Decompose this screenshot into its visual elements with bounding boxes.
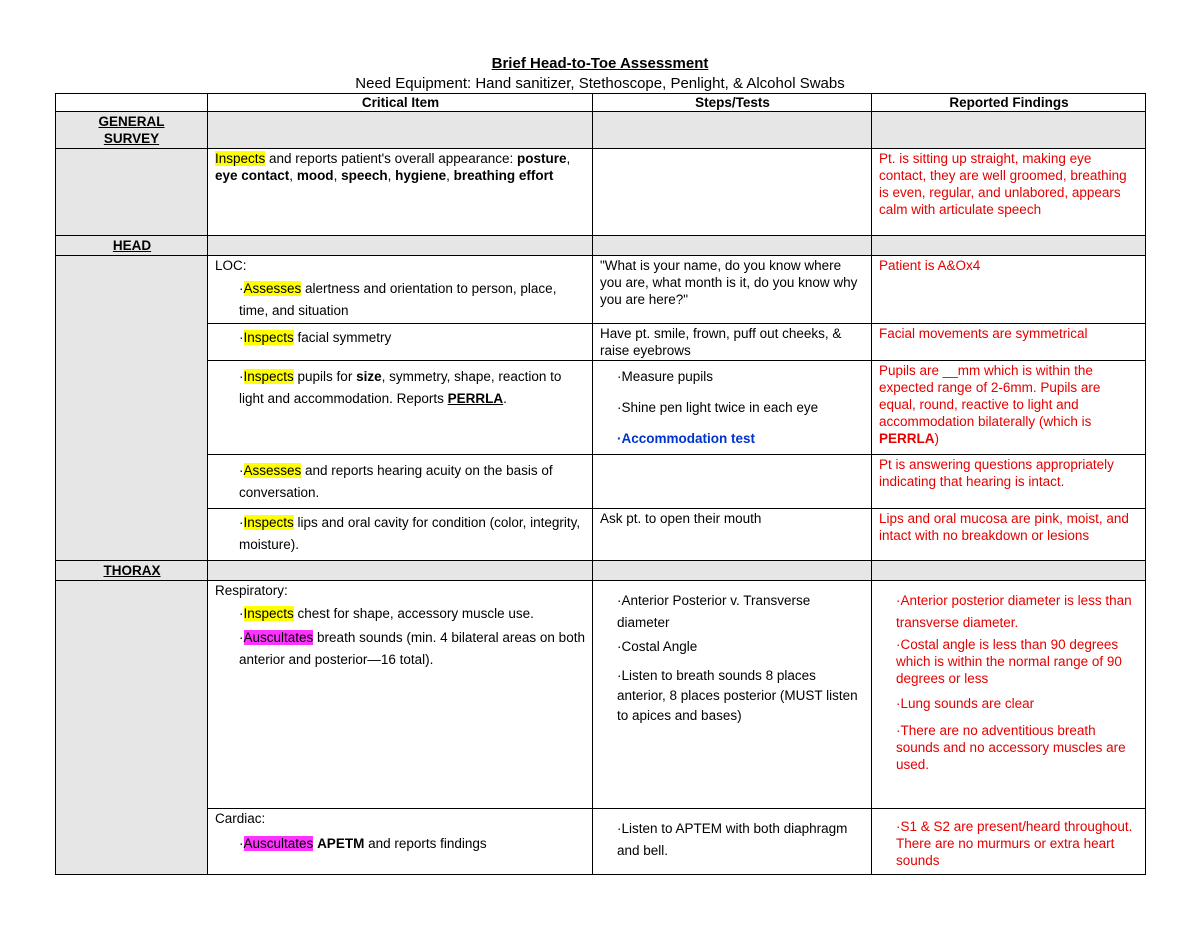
findings-cell: Lips and oral mucosa are pink, moist, and intact with no breakdown or lesions [872,509,1146,561]
highlighted-verb: Assesses [243,281,302,296]
list-item: · Listen to APTEM with both diaphragm and bell. [600,818,865,862]
assessment-table [55,93,1146,875]
header-reported-findings: Reported Findings [872,94,1146,112]
table-row [56,509,1146,561]
highlighted-verb: Inspects [243,515,294,530]
equipment-line: Need Equipment: Hand sanitizer, Stethoscope, Penlight, & Alcohol Swabs [355,75,845,92]
list-item: · Measure pupils [600,368,865,385]
subsection-title: Cardiac: [215,811,266,826]
subsection-title: Respiratory: [215,583,288,598]
highlighted-verb: Inspects [243,330,294,345]
section-blank-cell [593,561,872,581]
table-header-row [56,94,1146,112]
findings-cell: Pt is answering questions appropriately indicating that hearing is intact. [872,455,1146,509]
findings-cell: Facial movements are symmetrical [872,324,1146,361]
category-cell [56,149,208,236]
header-critical-item: Critical Item [208,94,593,112]
steps-cell [593,455,872,509]
list-item: · Listen to breath sounds 8 places anterior, 8 places posterior (MUST listen to apices and bases) [600,666,865,726]
subsection-title: LOC: [215,258,247,273]
category-cell [56,581,208,875]
section-label: GENERAL SURVEY [56,112,208,149]
list-item: · There are no adventitious breath sounds and no accessory muscles are used. [879,722,1139,773]
table-row [56,455,1146,509]
findings-cell: Pt. is sitting up straight, making eye contact, they are well groomed, breathing is even, regular, and unlabored, appears calm with articulate speech [872,149,1146,236]
section-blank-cell [872,112,1146,149]
critical-item-cell: Cardiac: · Auscultates APETM and reports findings [208,809,593,875]
category-cell [56,256,208,561]
steps-cell [593,149,872,236]
list-item: · Costal angle is less than 90 degrees which is within the normal range of 90 degrees or less [879,636,1139,687]
critical-item-cell: LOC: · Assesses alertness and orientation to person, place, time, and situation [208,256,593,324]
critical-item-cell: Inspects and reports patient's overall appearance: posture, eye contact, mood, speech, hygiene, breathing effort [208,149,593,236]
findings-cell: Pupils are __mm which is within the expected range of 2-6mm. Pupils are equal, round, reactive to light and accommodation bilaterally (which is PERRLA) [872,361,1146,455]
steps-cell [593,809,872,875]
table-row [56,149,1146,236]
header-cell-blank [56,94,208,112]
table-row [56,809,1146,875]
list-item: · Anterior posterior diameter is less than transverse diameter. [879,590,1139,634]
section-row-head [56,236,1146,256]
section-label: THORAX [56,561,208,581]
header-steps-tests: Steps/Tests [593,94,872,112]
critical-item-cell: · Inspects pupils for size, symmetry, shape, reaction to light and accommodation. Reports PERRLA. [208,361,593,455]
highlighted-verb: Inspects [243,606,294,621]
critical-item-cell: Respiratory: · Inspects chest for shape, accessory muscle use. · Auscultates breath sounds (min. 4 bilateral areas on both anterior and posterior—16 total). [208,581,593,809]
highlighted-verb: Inspects [243,369,294,384]
highlighted-verb: Assesses [243,463,302,478]
section-row-thorax [56,561,1146,581]
critical-item-cell: · Assesses and reports hearing acuity on the basis of conversation. [208,455,593,509]
critical-item-cell: · Inspects facial symmetry [208,324,593,361]
steps-cell: Ask pt. to open their mouth [593,509,872,561]
findings-cell [872,581,1146,809]
section-blank-cell [872,561,1146,581]
steps-cell: "What is your name, do you know where you are, what month is it, do you know why you are here?" [593,256,872,324]
highlighted-verb: Inspects [215,151,266,166]
section-blank-cell [208,112,593,149]
section-row-general-survey [56,112,1146,149]
highlighted-verb: Auscultates [243,630,314,645]
steps-cell [593,581,872,809]
section-blank-cell [872,236,1146,256]
critical-item-cell: · Inspects lips and oral cavity for condition (color, integrity, moisture). [208,509,593,561]
highlighted-verb: Auscultates [243,836,314,851]
section-blank-cell [208,561,593,581]
findings-cell: Patient is A&Ox4 [872,256,1146,324]
section-blank-cell [593,236,872,256]
findings-cell [872,809,1146,875]
section-blank-cell [208,236,593,256]
section-blank-cell [593,112,872,149]
steps-cell: Have pt. smile, frown, puff out cheeks, & raise eyebrows [593,324,872,361]
table-row [56,324,1146,361]
list-item: · S1 & S2 are present/heard throughout. There are no murmurs or extra heart sounds [879,818,1139,869]
list-item: · Costal Angle [600,636,865,658]
document-title: Brief Head-to-Toe Assessment [491,55,709,72]
table-row [56,256,1146,324]
list-item: · Anterior Posterior v. Transverse diameter [600,590,865,634]
section-label: HEAD [56,236,208,256]
list-item: · Shine pen light twice in each eye [600,399,865,416]
list-item: · Lung sounds are clear [879,695,1139,712]
table-row [56,581,1146,809]
list-item: · Accommodation test [600,430,865,447]
steps-cell [593,361,872,455]
table-row [56,361,1146,455]
